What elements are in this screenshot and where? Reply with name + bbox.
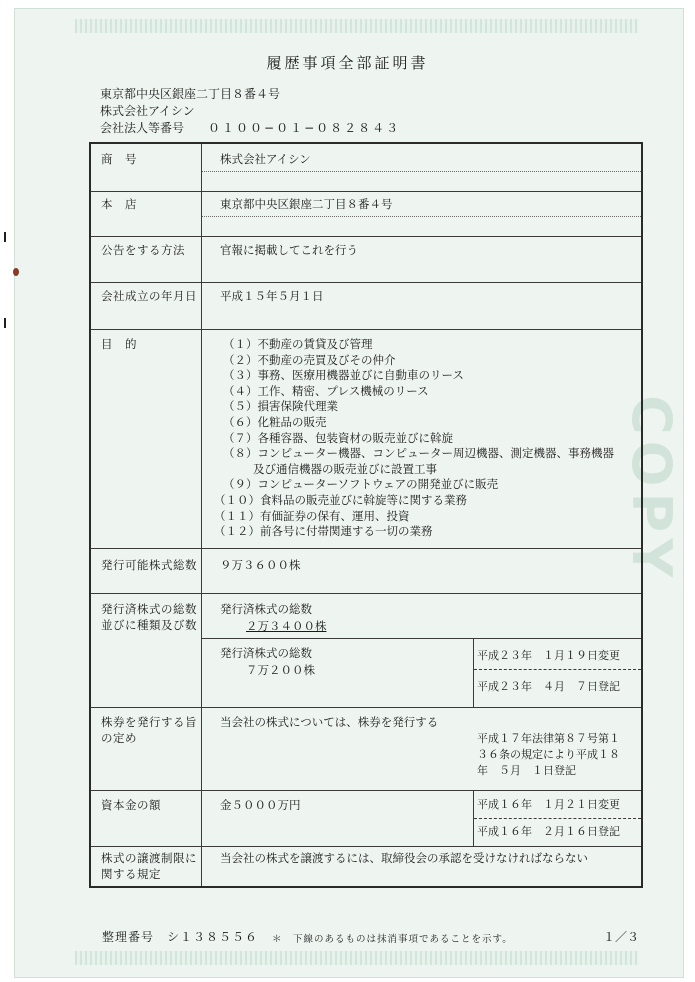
issued-shares-entry-struck (220, 601, 327, 635)
share-certificates-note-line1: 平成１７年法律第８７号第１ (477, 732, 620, 745)
value-head-office: 東京都中央区銀座二丁目８番４号 (220, 197, 393, 211)
purpose-item: （１２）前各号に付帯関連する一切の業務 (214, 524, 433, 539)
issued-shares-caption-1: 発行済株式の総数 (220, 602, 312, 616)
footer-note: ＊ 下線のあるものは抹消事項であることを示す。 (272, 934, 513, 945)
dotted-separator (202, 171, 641, 172)
label-established: 会社成立の年月日 (101, 289, 197, 303)
dashed-separator (474, 818, 641, 819)
value-authorized-shares: ９万３６００株 (220, 558, 301, 572)
issued-shares-caption-2: 発行済株式の総数 (220, 646, 312, 660)
document-title: 履歴事項全部証明書 (266, 54, 429, 72)
row-head-office (91, 191, 641, 237)
row-transfer-restriction (91, 846, 641, 886)
purpose-item: （６）化粧品の販売 (223, 414, 327, 429)
label-trade-name: 商 号 (101, 152, 137, 166)
purpose-item: （９）コンピューターソフトウェアの開発並びに販売 (223, 477, 499, 492)
share-certificates-note-line3: 年 ５月 １日登記 (477, 764, 576, 777)
label-head-office: 本 店 (101, 197, 137, 211)
corp-number-label: 会社法人等番号 (100, 121, 185, 135)
purpose-item: （７）各種容器、包装資材の販売並びに斡旋 (223, 430, 453, 445)
purpose-item: （８）コンピューター機器、コンピューター周辺機器、測定機器、事務機器 (223, 446, 614, 461)
label-share-certificates (101, 714, 197, 746)
row-issued-shares (91, 593, 641, 708)
label-share-certificates-line2: の定め (101, 731, 137, 745)
row-authorized-shares (91, 548, 641, 594)
share-certificates-note (477, 731, 620, 779)
issued-shares-entry-current (220, 645, 315, 679)
purpose-item: （１１）有価証券の保有、運用、投資 (214, 508, 410, 523)
issued-shares-register-date: 平成２３年 ４月 ７日登記 (477, 680, 620, 693)
label-issued-shares-line1: 発行済株式の総数 (101, 602, 197, 616)
label-issued-shares-line2: 並びに種類及び数 (101, 618, 197, 632)
value-transfer-restriction: 当会社の株式を譲渡するには、取締役会の承認を受けなければならない (220, 851, 588, 865)
label-authorized-shares: 発行可能株式総数 (101, 558, 197, 572)
purpose-list (214, 337, 614, 540)
label-issued-shares (101, 601, 197, 633)
purpose-item: （２）不動産の売買及びその仲介 (223, 352, 396, 367)
copy-watermark-right: COPY (620, 395, 683, 584)
purpose-item: （４）工作、精密、プレス機械のリース (223, 383, 429, 398)
value-capital: 金５０００万円 (220, 798, 301, 812)
row-public-notice (91, 236, 641, 283)
issued-shares-value-2: ７万２００株 (246, 663, 315, 677)
value-share-certificates: 当会社の株式については、株券を発行する (220, 715, 439, 729)
row-established (91, 282, 641, 330)
label-public-notice: 公告をする方法 (101, 243, 185, 257)
value-trade-name: 株式会社アイシン (220, 152, 311, 166)
value-established: 平成１５年５月１日 (220, 289, 324, 303)
row-capital (91, 790, 641, 847)
purpose-item: （１）不動産の賃貸及び管理 (223, 337, 373, 351)
stain-mark (13, 268, 19, 276)
punch-mark-icon (4, 232, 6, 242)
row-purpose (91, 329, 641, 549)
label-transfer-restriction (101, 850, 197, 882)
label-share-certificates-line1: 株券を発行する旨 (101, 715, 197, 729)
corp-number-line (100, 119, 400, 136)
sub-divider (202, 638, 641, 639)
purpose-item: （５）損害保険代理業 (223, 399, 338, 414)
dotted-separator (202, 216, 641, 217)
share-certificates-note-line2: ３６条の規定により平成１８ (477, 748, 620, 761)
purpose-item: （１０）食料品の販売並びに斡旋等に関する業務 (214, 492, 467, 507)
corp-number: ０１００−０１−０８２８４３ (208, 121, 401, 135)
capital-change-date: 平成１６年 １月２１日変更 (477, 798, 620, 811)
reference-number: 整理番号 シ１３８５５６ (102, 930, 259, 944)
purpose-item-continued: 及び通信機器の販売並びに設置工事 (253, 461, 437, 476)
label-transfer-restriction-line1: 株式の譲渡制限に (101, 851, 197, 865)
company-name: 株式会社アイシン (100, 104, 195, 118)
issued-shares-value-1: ２万３４００株 (246, 619, 327, 633)
value-public-notice: 官報に掲載してこれを行う (220, 243, 358, 257)
capital-register-date: 平成１６年 ２月１６日登記 (477, 825, 620, 838)
row-share-certificates (91, 707, 641, 791)
page-number: １／３ (603, 930, 640, 944)
issued-shares-change-date: 平成２３年 １月１９日変更 (477, 649, 620, 662)
label-capital: 資本金の額 (101, 798, 161, 812)
company-address: 東京都中央区銀座二丁目８番４号 (100, 87, 281, 101)
guilloche-border-top (75, 19, 638, 33)
label-purpose: 目 的 (101, 337, 137, 351)
purpose-item: （３）事務、医療用機器並びに自動車のリース (223, 368, 464, 383)
row-trade-name (91, 144, 641, 192)
dashed-separator (474, 669, 641, 670)
punch-mark-icon (4, 318, 6, 328)
registry-table (89, 142, 643, 888)
guilloche-border-bottom (75, 951, 638, 965)
side-column-divider (473, 638, 474, 707)
label-transfer-restriction-line2: 関する規定 (101, 867, 161, 881)
